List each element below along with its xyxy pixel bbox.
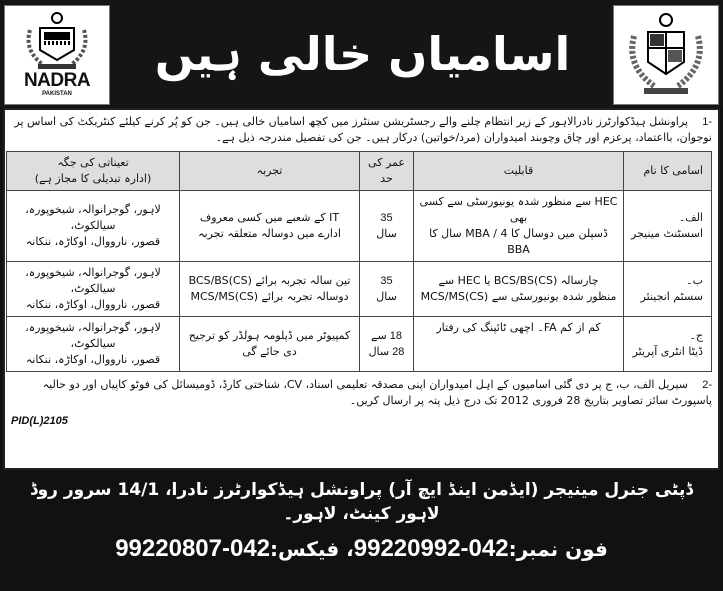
experience-line: دوسالہ تجربہ برائے (MCS/MS(CS [190,290,349,303]
experience-cell [180,191,360,262]
paragraph-1-line-1: پراونشل ہیڈکوارٹرز نادرالاہور کے زیر انتظام چلنے والے رجسٹریشن سنٹرز میں کچھ اسامیاں خالی ہیں۔ جن کو پُر کرنے کیلئے کنٹریکٹ کی اساس پر نوجوان، بااعتماد، پرعزم [14,115,712,144]
header-experience: تجربہ [180,152,360,191]
serial: ب۔ [686,274,703,287]
page-title: اسامیاں خالی ہیں [154,27,571,81]
location-line: قصور، نارووال، اوکاڑہ، ننکانہ [25,235,161,248]
phone-label: فون نمبر: [508,537,608,561]
location-line: لاہور، گوجرانوالہ، شیخوپورہ، سیالکوٹ، [25,266,161,295]
paragraph-number: -2 [702,379,712,391]
age-value: 35 [380,275,393,287]
header-posting-place-label: تعیناتی کی جگہ [57,156,129,169]
pid-number: PID(L)2105 [11,415,68,427]
paragraph-2-line-1: سیریل الف، ب، ج پر دی گئی اسامیوں کے اہل امیدواران اپنی مصدقہ تعلیمی اسناد، CV، شناختی کارڈ، ڈومیسائل کی فوٹو کاپیاں اور دو حالیہ پاسپورٹ سائز تصاویر [42,378,712,407]
paragraph-number: -1 [702,116,712,128]
experience-cell [180,317,360,372]
qualification-cell [414,191,624,262]
qualification-line: کم از کم FA۔ اچھی ٹائپنگ کی رفتار [436,321,601,334]
serial: الف۔ [678,211,703,224]
experience-line: IT کے شعبے میں کسی معروف [199,211,340,224]
serial: ج۔ [689,329,703,342]
qualification-line: چارسالہ (BCS/BS(CS یا HEC سے [438,274,599,287]
nadra-logo [4,5,110,105]
post-name: اسسٹنٹ مینیجر [630,227,703,240]
location-cell [7,317,180,372]
experience-line: دی جائے گی [242,345,297,358]
qualification-cell [414,317,624,372]
qualification-line: منظور شدہ یونیورسٹی سے (MCS/MS(CS [420,290,617,303]
pakistan-text: PAKISTAN [42,91,72,97]
experience-cell [180,262,360,317]
table-row [7,191,712,262]
header-posting-place [7,152,180,191]
state-emblem-logo [613,5,719,105]
location-line: لاہور، گوجرانوالہ، شیخوپورہ، سیالکوٹ، [25,321,161,350]
post-name: ڈیٹا انٹری آپریٹر [632,345,703,358]
location-cell [7,262,180,317]
location-line: قصور، نارووال، اوکاڑہ، ننکانہ [25,298,161,311]
footer-contact [0,470,723,591]
vacancies-table [6,151,712,372]
post-name-cell [624,191,712,262]
experience-line: کمپیوٹر میں ڈپلومہ ہولڈر کو ترجیح [188,329,351,342]
post-name-cell [624,317,712,372]
age-unit: 28 سال [368,346,405,358]
table-row [7,262,712,317]
paragraph-1-line-2: اور چاق وچوبند امیدواران (مرد/خواتین) درکار ہیں۔ جن کی تفصیل مندرجہ ذیل ہے۔ [215,131,600,144]
age-value: 35 [380,212,393,224]
header-banner [0,0,723,108]
header-qualification: قابلیت [414,152,624,191]
paragraph-2-line-2: بتاریخ 28 فروری 2012 تک درج ذیل پتہ پر ارسال کریں۔ [349,394,610,407]
header-post-name: اسامی کا نام [624,152,712,191]
age-cell [360,317,414,372]
ad-body [3,108,720,470]
header-age-limit: عمر کی حد [360,152,414,191]
experience-line: تین سالہ تجربہ برائے (BCS/BS(CS [188,274,351,287]
paragraph-2 [11,377,712,409]
qualification-line: ڈسپلن میں دوسال کا MBA / 4 سال کا BBA [429,227,608,256]
age-unit: سال [376,291,397,303]
nadra-text: NADRA [23,70,91,91]
qualification-cell [414,262,624,317]
location-line: قصور، نارووال، اوکاڑہ، ننکانہ [25,353,161,366]
age-cell [360,191,414,262]
table-header-row [7,152,712,191]
paragraph-1 [11,114,712,146]
fax-label: فیکس: [270,537,340,561]
nadra-emblem-icon [22,10,92,72]
qualification-line: HEC سے منظور شدہ یونیورسٹی سے کسی بھی [419,195,618,224]
location-cell [7,191,180,262]
age-unit: سال [376,228,397,240]
address: ڈپٹی جنرل مینیجر (ایڈمن اینڈ ایچ آر) پراونشل ہیڈکوارٹرز نادرا، 14/1 سرور روڈ لاہور کینٹ، لاہور۔ [30,480,693,524]
phone-line: فون نمبر:042-99220992، فیکس:042-99220807 [115,535,608,562]
location-line: لاہور، گوجرانوالہ، شیخوپورہ، سیالکوٹ، [25,203,161,232]
post-name: سسٹم انجینئر [640,290,703,303]
age-cell [360,262,414,317]
state-emblem-icon [624,10,708,100]
post-name-cell [624,262,712,317]
phone-number: 042-99220992 [353,535,509,562]
fax-number: 042-99220807 [115,535,271,562]
experience-line: ادارے میں دوسالہ متعلقہ تجربہ [198,227,341,240]
table-row [7,317,712,372]
age-value: 18 سے [371,330,402,342]
header-posting-note: (ادارہ تبدیلی کا مجاز ہے) [34,172,152,185]
